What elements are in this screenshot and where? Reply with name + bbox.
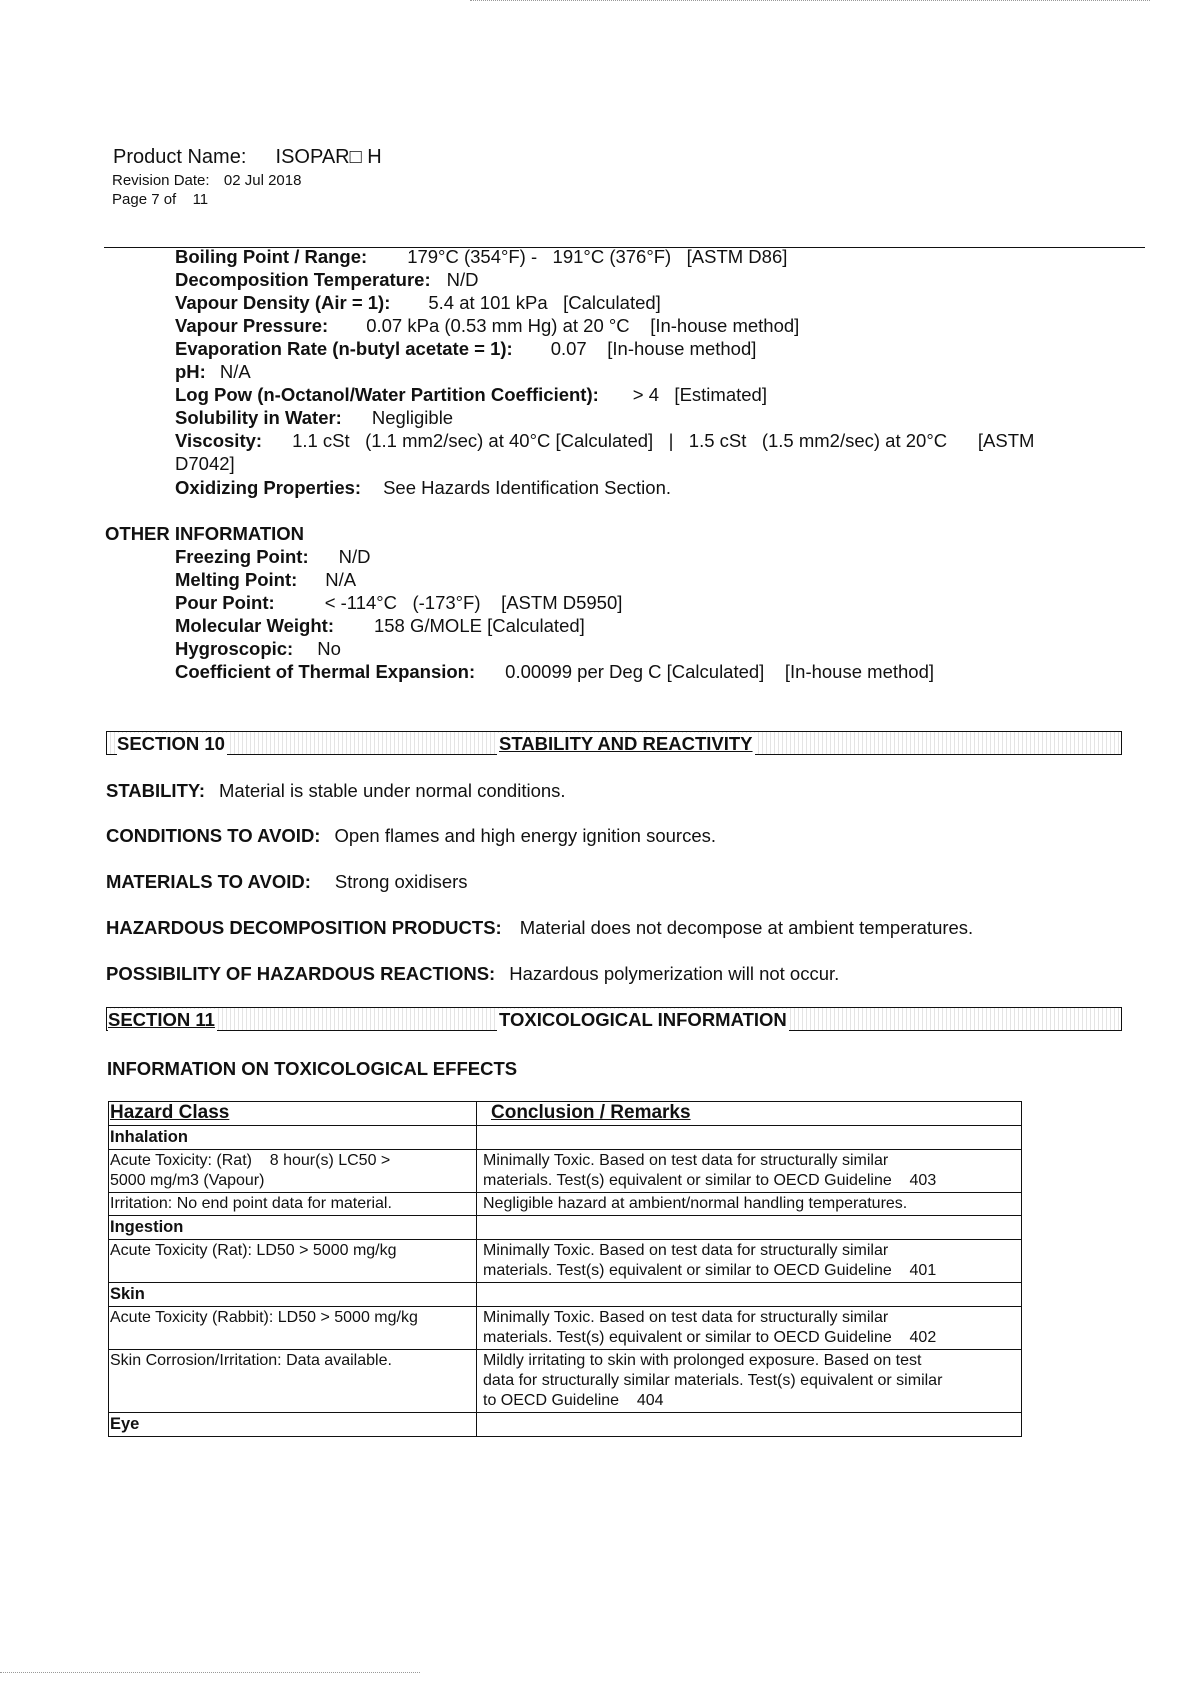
stability-row — [106, 917, 973, 939]
other-info-row-value: N/D — [338, 546, 371, 567]
section-10-number: SECTION 10 — [117, 733, 225, 754]
property-row — [175, 430, 1034, 452]
stability-row-value: Strong oxidisers — [334, 871, 468, 892]
product-name-value: ISOPAR□ H — [275, 146, 382, 168]
other-info-row — [175, 546, 371, 568]
table-group-row — [109, 1283, 1022, 1307]
other-info-row-value: No — [317, 638, 341, 659]
property-row-label: Vapour Density (Air = 1): — [175, 292, 391, 313]
table-cell — [477, 1307, 1022, 1350]
stability-row — [106, 825, 716, 847]
property-row — [175, 453, 235, 475]
stability-row-label: MATERIALS TO AVOID: — [106, 871, 311, 892]
conclusion-text: materials. Test(s) equivalent or similar to OECD Guideline 401 — [483, 1262, 937, 1279]
stability-row — [106, 780, 566, 802]
page-total: 11 — [192, 191, 209, 208]
conclusion-text: materials. Test(s) equivalent or similar to OECD Guideline 403 — [483, 1172, 937, 1189]
hazard-class-text: Acute Toxicity (Rat): LD50 > 5000 mg/kg — [110, 1242, 397, 1259]
other-info-row-label: Pour Point: — [175, 592, 275, 613]
property-row-label: pH: — [175, 361, 206, 382]
table-cell — [109, 1413, 477, 1437]
table-cell — [109, 1126, 477, 1150]
property-row-label: Evaporation Rate (n-butyl acetate = 1): — [175, 338, 513, 359]
property-row-value: 5.4 at 101 kPa [Calculated] — [428, 292, 661, 313]
stability-row-value: Material does not decompose at ambient temperatures. — [519, 917, 974, 938]
other-information-heading: OTHER INFORMATION — [105, 523, 305, 544]
conclusion-text: materials. Test(s) equivalent or similar to OECD Guideline 402 — [483, 1329, 937, 1346]
scan-bottom-edge — [0, 1672, 420, 1673]
table-cell — [109, 1307, 477, 1350]
property-row-label: Viscosity: — [175, 430, 263, 451]
table-cell — [477, 1216, 1022, 1240]
table-group-row — [109, 1126, 1022, 1150]
other-info-row-label: Coefficient of Thermal Expansion: — [175, 661, 476, 682]
property-row-label: Log Pow (n-Octanol/Water Partition Coefficient): — [175, 384, 599, 405]
hazard-group-label: Ingestion — [110, 1218, 184, 1236]
other-info-row-value: N/A — [325, 569, 357, 590]
section-10-bar — [106, 731, 1122, 755]
hazard-class-text: Skin Corrosion/Irritation: Data available. — [110, 1352, 392, 1369]
table-group-row — [109, 1216, 1022, 1240]
product-name-label: Product Name: — [113, 146, 247, 168]
table-row — [109, 1193, 1022, 1216]
property-row-value: Negligible — [371, 407, 454, 428]
property-row-value: 0.07 [In-house method] — [550, 338, 757, 359]
table-header-row — [109, 1102, 1022, 1126]
table-header-cell — [477, 1102, 1022, 1126]
conclusion-text: Negligible hazard at ambient/normal handling temperatures. — [483, 1195, 908, 1212]
table-header-cell — [109, 1102, 477, 1126]
table-row — [109, 1307, 1022, 1350]
other-info-row — [175, 569, 356, 591]
table-row — [109, 1240, 1022, 1283]
table-cell — [109, 1283, 477, 1307]
scan-top-edge — [470, 0, 1150, 1]
table-cell — [109, 1193, 477, 1216]
conclusion-text: Minimally Toxic. Based on test data for structurally similar — [483, 1152, 889, 1169]
property-row-value: 1.1 cSt (1.1 mm2/sec) at 40°C [Calculated] | 1.5 cSt (1.5 mm2/sec) at 20°C [ASTM — [292, 430, 1035, 451]
table-cell — [109, 1350, 477, 1413]
stability-row-value: Material is stable under normal conditions. — [219, 780, 566, 801]
property-row — [175, 407, 453, 429]
property-row-label: Oxidizing Properties: — [175, 477, 362, 498]
property-row-value: N/D — [446, 269, 479, 290]
other-info-row — [175, 661, 934, 683]
stability-row-label: POSSIBILITY OF HAZARDOUS REACTIONS: — [106, 963, 496, 984]
table-cell — [109, 1216, 477, 1240]
hazard-class-text: Irritation: No end point data for material. — [110, 1195, 392, 1212]
stability-row-value: Hazardous polymerization will not occur. — [509, 963, 840, 984]
property-row-value: See Hazards Identification Section. — [383, 477, 672, 498]
property-row — [175, 477, 671, 499]
table-row — [109, 1350, 1022, 1413]
hazard-group-label: Skin — [110, 1285, 145, 1303]
other-info-row-label: Hygroscopic: — [175, 638, 294, 659]
property-row-label: Solubility in Water: — [175, 407, 342, 428]
section-11-bar — [106, 1007, 1122, 1031]
table-cell — [477, 1283, 1022, 1307]
other-info-row-value: 158 G/MOLE [Calculated] — [373, 615, 585, 636]
section-11-title: TOXICOLOGICAL INFORMATION — [499, 1009, 787, 1030]
property-row-value: D7042] — [175, 453, 235, 474]
table-cell — [477, 1126, 1022, 1150]
other-info-row — [175, 615, 585, 637]
page-number-label: Page 7 of — [112, 191, 177, 208]
revision-date-label: Revision Date: — [112, 172, 210, 189]
property-row-label: Decomposition Temperature: — [175, 269, 431, 290]
property-row-label: Vapour Pressure: — [175, 315, 329, 336]
property-row — [175, 384, 767, 406]
property-row-label: Boiling Point / Range: — [175, 246, 368, 267]
toxicological-effects-heading: INFORMATION ON TOXICOLOGICAL EFFECTS — [107, 1058, 518, 1079]
other-info-row-label: Molecular Weight: — [175, 615, 334, 636]
table-cell — [477, 1193, 1022, 1216]
table-cell — [477, 1413, 1022, 1437]
other-info-row-label: Melting Point: — [175, 569, 298, 590]
other-info-row-value: < -114°C (-173°F) [ASTM D5950] — [324, 592, 623, 613]
stability-row-label: STABILITY: — [106, 780, 205, 801]
property-row-value: N/A — [219, 361, 251, 382]
property-row — [175, 338, 756, 360]
conclusion-text: to OECD Guideline 404 — [483, 1392, 664, 1409]
hazard-class-text: 5000 mg/m3 (Vapour) — [110, 1172, 265, 1189]
section-10-title: STABILITY AND REACTIVITY — [499, 733, 753, 754]
hazard-class-text: Acute Toxicity (Rabbit): LD50 > 5000 mg/kg — [110, 1309, 418, 1326]
property-row — [175, 246, 787, 268]
hazard-class-text: Acute Toxicity: (Rat) 8 hour(s) LC50 > — [110, 1152, 391, 1169]
conclusion-text: Minimally Toxic. Based on test data for structurally similar — [483, 1309, 889, 1326]
other-info-row — [175, 638, 341, 660]
table-cell — [109, 1240, 477, 1283]
stability-row-label: HAZARDOUS DECOMPOSITION PRODUCTS: — [106, 917, 502, 938]
revision-date-value: 02 Jul 2018 — [223, 172, 302, 189]
property-row — [175, 292, 661, 314]
hazard-group-label: Eye — [110, 1415, 140, 1433]
table-cell — [109, 1150, 477, 1193]
property-row-value: > 4 [Estimated] — [632, 384, 767, 405]
product-name-line — [113, 146, 382, 169]
table-row — [109, 1150, 1022, 1193]
stability-row-label: CONDITIONS TO AVOID: — [106, 825, 321, 846]
property-row — [175, 315, 799, 337]
table-group-row — [109, 1413, 1022, 1437]
conclusion-remarks-header: Conclusion / Remarks — [491, 1102, 691, 1123]
property-row-value: 0.07 kPa (0.53 mm Hg) at 20 °C [In-house method] — [366, 315, 800, 336]
stability-row-value: Open flames and high energy ignition sources. — [334, 825, 717, 846]
toxicology-table — [108, 1101, 1022, 1437]
conclusion-text: Mildly irritating to skin with prolonged exposure. Based on test — [483, 1352, 922, 1369]
section-11-number: SECTION 11 — [108, 1009, 215, 1030]
conclusion-text: Minimally Toxic. Based on test data for structurally similar — [483, 1242, 889, 1259]
property-row-value: 179°C (354°F) - 191°C (376°F) [ASTM D86] — [407, 246, 788, 267]
other-info-row — [175, 592, 622, 614]
revision-date-line — [112, 172, 301, 189]
table-cell — [477, 1350, 1022, 1413]
table-cell — [477, 1150, 1022, 1193]
stability-row — [106, 871, 468, 893]
hazard-group-label: Inhalation — [110, 1128, 188, 1146]
property-row — [175, 361, 251, 383]
table-cell — [477, 1240, 1022, 1283]
page-number-line — [112, 191, 208, 208]
conclusion-text: data for structurally similar materials. Test(s) equivalent or similar — [483, 1372, 943, 1389]
property-row — [175, 269, 479, 291]
other-info-row-value: 0.00099 per Deg C [Calculated] [In-house method] — [505, 661, 934, 682]
other-info-row-label: Freezing Point: — [175, 546, 309, 567]
hazard-class-header: Hazard Class — [110, 1102, 230, 1123]
stability-row — [106, 963, 839, 985]
